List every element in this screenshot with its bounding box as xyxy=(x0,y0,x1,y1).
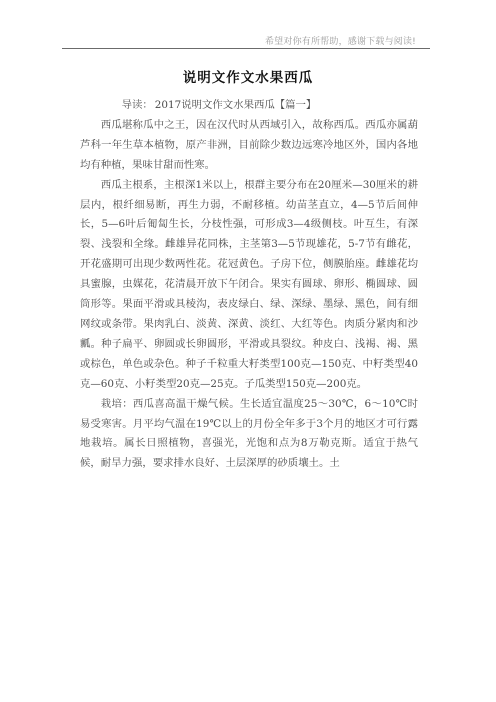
intro-text: 2017说明文作文水果西瓜【篇一】 xyxy=(154,99,317,111)
paragraph-cultivation: 栽培：西瓜喜高温干燥气候。生长适宜温度25～30℃，6～10℃时易受寒害。月平均气温在19℃以上的月份全年多于3个月的地区才可行露地栽培。属长日照植物，喜强光，光饱和点为8万勒克斯。适宜于热气候，耐旱力强，要求排水良好、土层深厚的砂质壤土。土 xyxy=(80,397,418,470)
document-title: 说明文作文水果西瓜 xyxy=(182,70,314,86)
paragraph-morphology: 西瓜主根系，主根深1米以上，根群主要分布在20厘米—30厘米的耕层内，根纤细易断，再生力弱，不耐移植。幼苗茎直立，4—5节后间伸长，5—6叶后匍匐生长，分枝性强，可形成3—4级侧枝。叶互生，有深裂、浅裂和全缘。雌雄异花同株，主茎第3—5节现雄花，5-7节有雌花，开花盛期可出现少数两性花。花冠黄色。子房下位，侧膜胎座。雌雄花均具蜜腺，虫媒花，花清晨开放下午闭合。果实有圆球、卵形、椭圆球、圆筒形等。果面平滑或具棱沟，表皮绿白、绿、深绿、墨绿、黑色，间有细网纹或条带。果肉乳白、淡黄、深黄、淡红、大红等色。肉质分紧肉和沙瓤。种子扁平、卵圆或长卵圆形，平滑或具裂纹。种皮白、浅褐、褐、黑或棕色，单色或杂色。种子千粒重大籽类型100克—150克、中籽类型40克—60克、小籽类型20克—25克。子瓜类型150克—200克。 xyxy=(80,178,418,390)
document-body xyxy=(80,96,418,474)
header-note: 希望对你有所帮助，感谢下载与阅读! xyxy=(264,37,416,47)
header-divider xyxy=(62,48,430,49)
intro-paragraph xyxy=(80,96,418,116)
paragraph-overview: 西瓜堪称瓜中之王，因在汉代时从西域引入，故称西瓜。西瓜亦属葫芦科一年生草本植物，原产非洲，目前除少数边远寒冷地区外，国内各地均有种植，果味甘甜而性寒。 xyxy=(80,118,418,171)
intro-label: 导读： xyxy=(121,99,153,111)
